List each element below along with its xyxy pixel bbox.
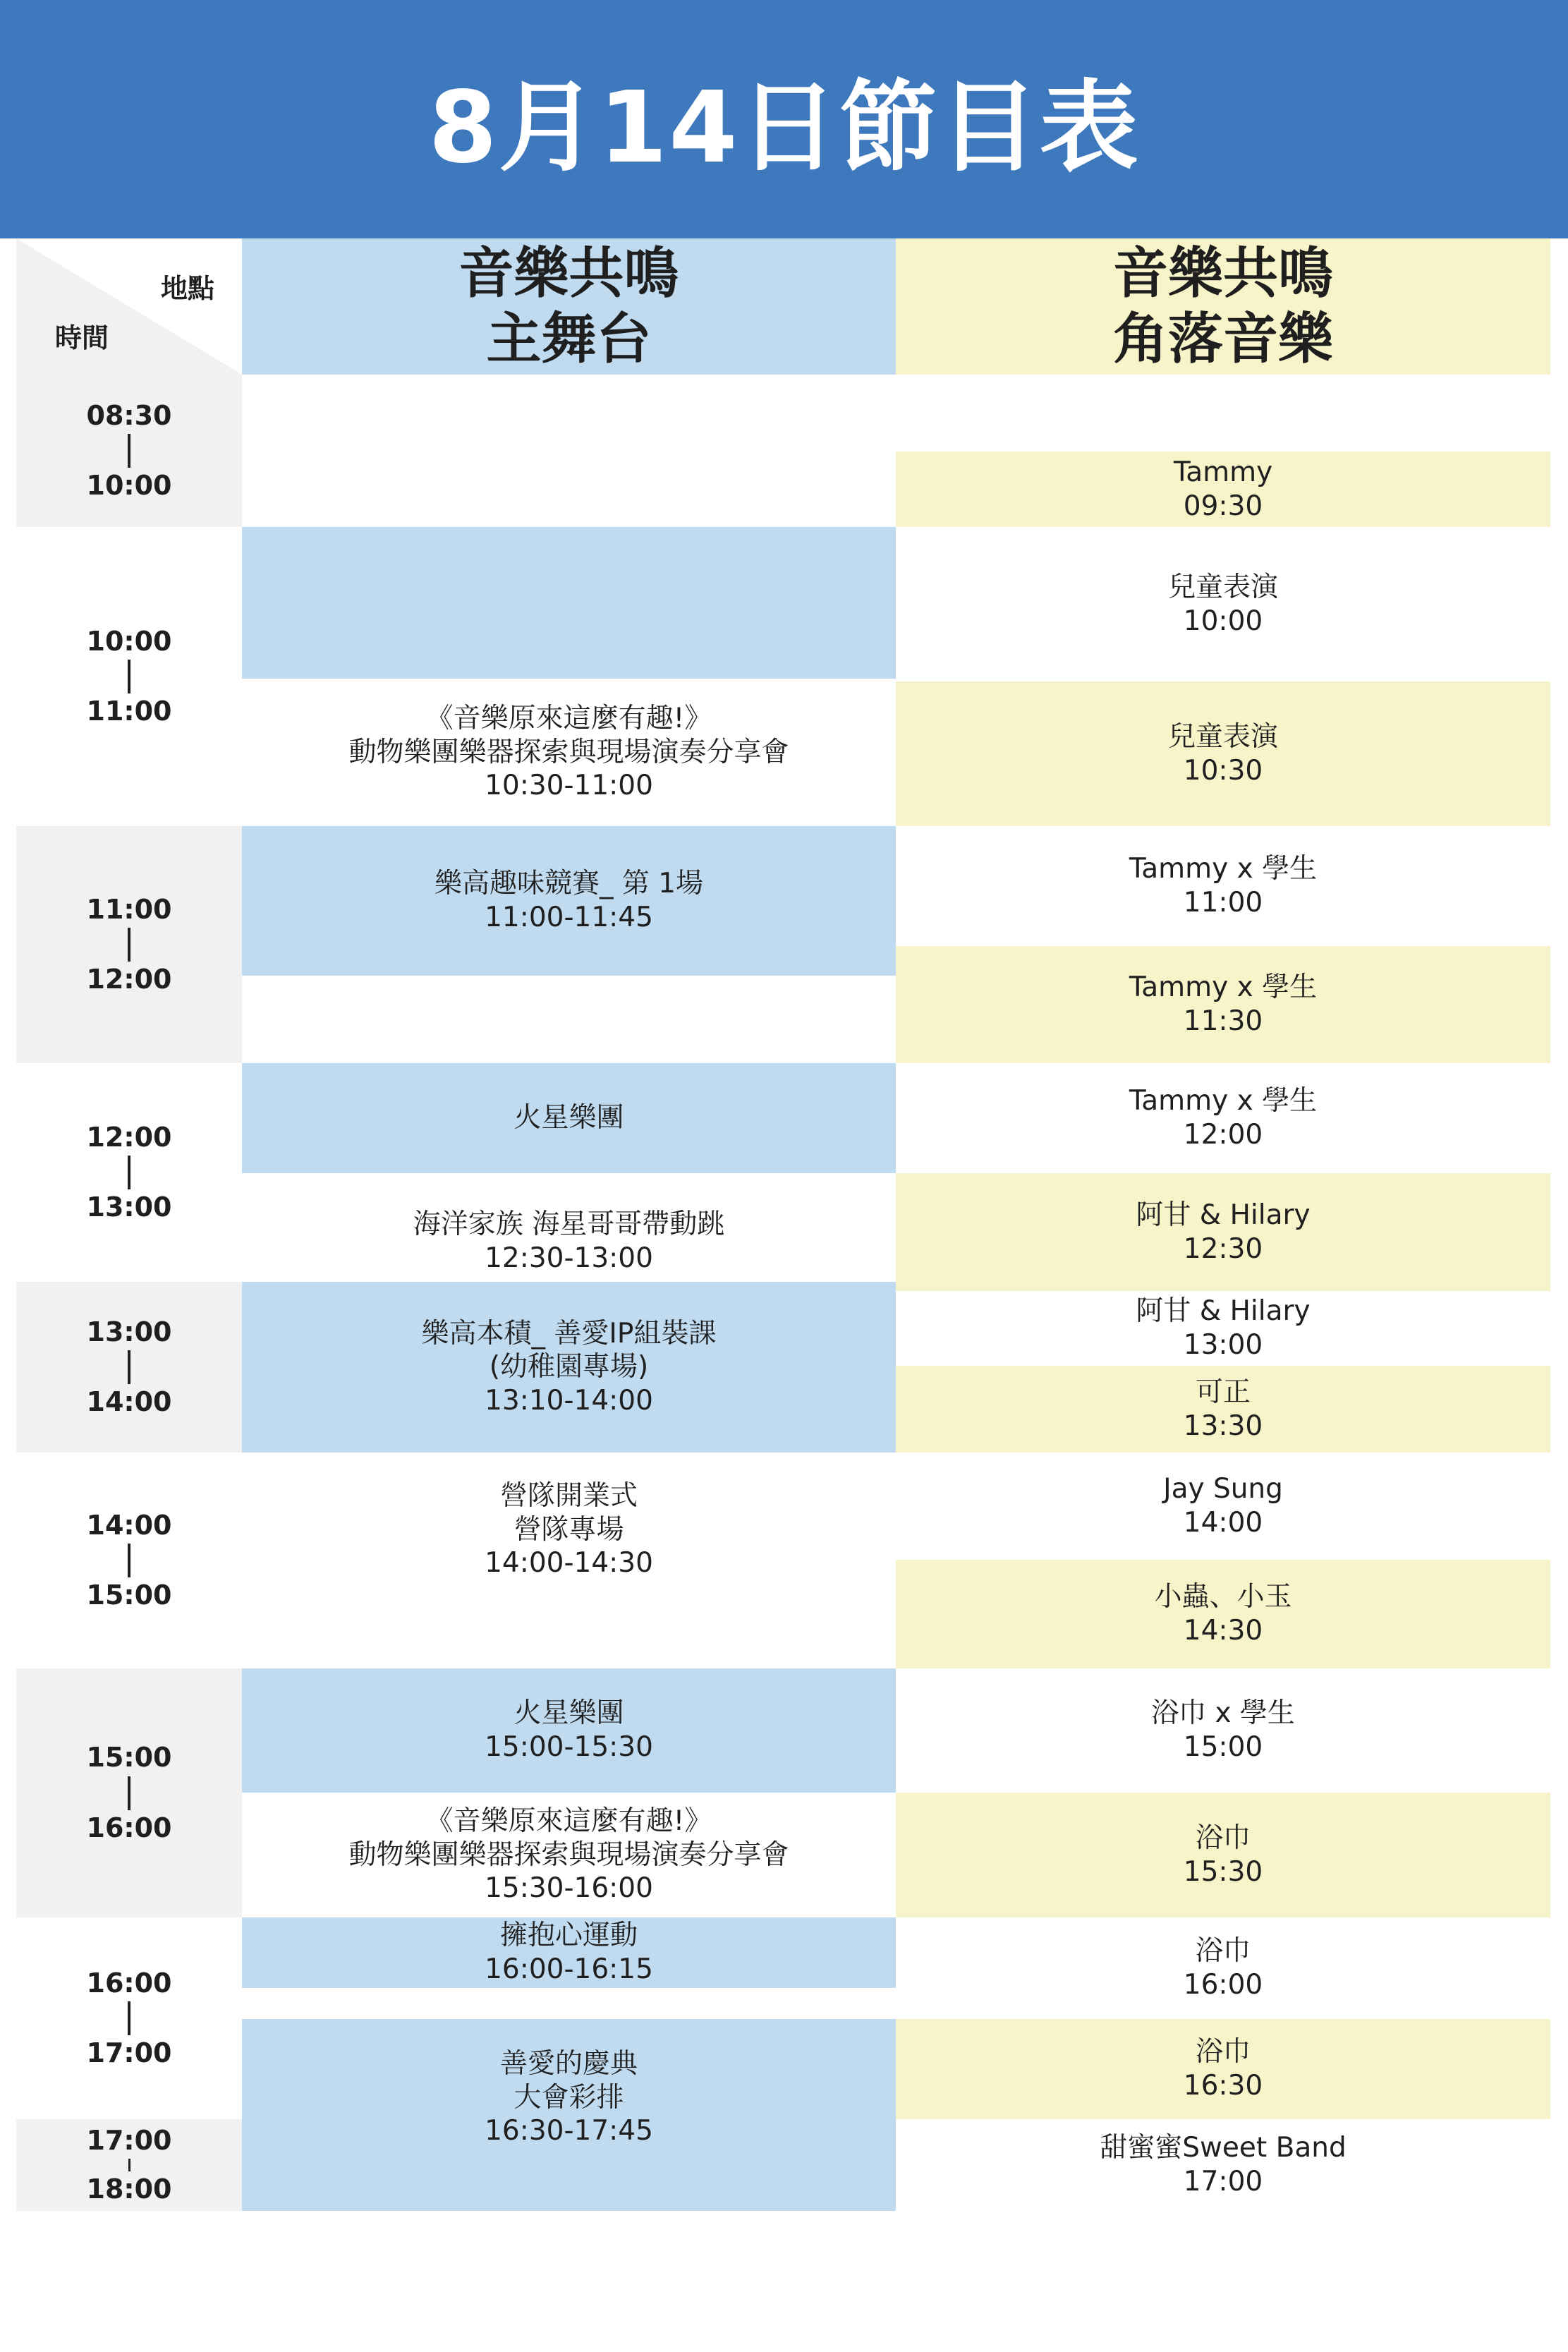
event-line: 兒童表演 <box>1167 571 1278 603</box>
corner-music-event <box>896 1453 1550 1560</box>
event-line: 大會彩排 <box>513 2081 624 2114</box>
event-time: 12:30 <box>1183 1232 1263 1265</box>
time-separator <box>128 2159 130 2171</box>
time-label: 時間 <box>55 322 109 353</box>
column-header-main-line1: 音樂共鳴 <box>458 242 679 306</box>
main-stage-event <box>242 2019 896 2211</box>
time-slot <box>16 1453 242 1668</box>
event-line: 善愛的慶典 <box>499 2048 638 2080</box>
event-time: 16:30 <box>1183 2070 1263 2102</box>
event-time: 11:00 <box>1183 887 1263 919</box>
event-time: 14:30 <box>1183 1615 1263 1647</box>
time-separator <box>128 1156 130 1189</box>
event-line: 小蟲、小玉 <box>1154 1581 1292 1613</box>
event-time: 16:00-16:15 <box>485 1953 653 1985</box>
time-slot-end: 16:00 <box>86 1812 172 1843</box>
event-line: 營隊開業式 <box>499 1480 638 1512</box>
column-header-corner-line1: 音樂共鳴 <box>1112 242 1333 306</box>
corner-music-event <box>896 527 1550 681</box>
time-separator <box>128 1350 130 1384</box>
time-separator <box>128 660 130 693</box>
main-stage-event <box>242 1173 896 1282</box>
main-stage-event <box>242 1282 896 1453</box>
time-slot <box>16 826 242 1063</box>
corner-music-event <box>896 826 1550 946</box>
event-line: 阿甘 & Hilary <box>1136 1199 1311 1231</box>
corner-music-event <box>896 1173 1550 1291</box>
event-line: 阿甘 & Hilary <box>1136 1295 1311 1328</box>
time-slot-start: 17:00 <box>86 2124 172 2156</box>
corner-music-event <box>896 1560 1550 1668</box>
time-slot-end: 18:00 <box>86 2174 172 2205</box>
corner-music-event <box>896 681 1550 826</box>
time-slot-start: 14:00 <box>86 1509 172 1541</box>
event-time: 16:00 <box>1183 1969 1263 2001</box>
time-slot-end: 17:00 <box>86 2037 172 2068</box>
event-time: 14:00-14:30 <box>485 1547 653 1580</box>
event-line: 樂高本積_ 善愛IP組裝課 <box>421 1317 717 1350</box>
event-line: 《音樂原來這麼有趣!》 <box>425 1805 712 1838</box>
time-slot-end: 12:00 <box>86 964 172 995</box>
event-line: 動物樂團樂器探索與現場演奏分享會 <box>348 1838 789 1871</box>
event-line: 可正 <box>1195 1376 1251 1408</box>
time-separator <box>128 2001 130 2035</box>
event-time: 10:30 <box>1183 754 1263 787</box>
main-stage-event <box>242 679 896 826</box>
time-separator <box>128 928 130 962</box>
event-time: 12:30-13:00 <box>485 1242 653 1274</box>
corner-music-event <box>896 1291 1550 1366</box>
page-title: 8月14日節目表 <box>428 70 1140 186</box>
event-line: 動物樂團樂器探索與現場演奏分享會 <box>348 736 789 768</box>
event-time: 15:00 <box>1183 1731 1263 1763</box>
time-slot <box>16 527 242 826</box>
place-label: 地點 <box>161 273 215 304</box>
corner-diagonal <box>16 238 242 375</box>
main-stage-event <box>242 1917 896 1988</box>
event-time: 17:00 <box>1183 2166 1263 2198</box>
time-slot-start: 12:00 <box>86 1121 172 1153</box>
event-line: Tammy x 學生 <box>1129 1085 1318 1117</box>
event-time: 15:30 <box>1183 1855 1263 1888</box>
main-stage-event <box>242 1793 896 1917</box>
event-time: 09:30 <box>1183 490 1263 522</box>
time-slot <box>16 375 242 527</box>
event-line: 浴巾 x 學生 <box>1151 1697 1295 1730</box>
main-stage-event <box>242 1063 896 1173</box>
event-time: 13:30 <box>1183 1410 1263 1442</box>
time-slot <box>16 1063 242 1282</box>
time-slot-start: 10:00 <box>86 625 172 657</box>
event-line: Tammy x 學生 <box>1129 853 1318 885</box>
time-separator <box>128 1776 130 1810</box>
event-line: 《音樂原來這麼有趣!》 <box>425 703 712 735</box>
time-slot <box>16 1668 242 1917</box>
event-time: 16:30-17:45 <box>485 2115 653 2147</box>
event-line: Jay Sung <box>1163 1473 1283 1505</box>
event-line: 兒童表演 <box>1167 720 1278 753</box>
main-stage-block <box>242 527 896 679</box>
corner-music-event <box>896 2119 1550 2211</box>
event-time: 13:10-14:00 <box>485 1384 653 1417</box>
corner-music-event <box>896 451 1550 527</box>
event-time: 14:00 <box>1183 1507 1263 1539</box>
corner-music-event <box>896 2019 1550 2119</box>
event-line: 擁抱心運動 <box>499 1920 638 1952</box>
event-line: Tammy <box>1173 456 1273 488</box>
time-slot <box>16 2119 242 2211</box>
time-separator <box>128 1544 130 1577</box>
event-line: 營隊專場 <box>513 1513 624 1546</box>
main-stage-event <box>242 826 896 976</box>
time-slot-start: 11:00 <box>86 893 172 925</box>
main-stage-event <box>242 1453 896 1587</box>
corner-music-event <box>896 1793 1550 1917</box>
event-line: 海洋家族 海星哥哥帶動跳 <box>413 1208 725 1241</box>
corner-music-event <box>896 1063 1550 1173</box>
event-line: 火星樂團 <box>513 1102 624 1134</box>
time-separator <box>128 434 130 468</box>
event-time: 10:30-11:00 <box>485 770 653 802</box>
time-slot-start: 13:00 <box>86 1316 172 1347</box>
event-line: 浴巾 <box>1195 2036 1251 2068</box>
event-time: 11:00-11:45 <box>485 902 653 933</box>
main-stage-event <box>242 1668 896 1793</box>
event-time: 11:30 <box>1183 1005 1263 1037</box>
column-header-main-stage <box>242 238 896 375</box>
corner-music-event <box>896 1366 1550 1453</box>
time-slot-end: 10:00 <box>86 470 172 501</box>
time-slot-end: 13:00 <box>86 1192 172 1223</box>
column-header-main-line2: 主舞台 <box>486 307 652 371</box>
event-line: 火星樂團 <box>513 1697 624 1730</box>
column-header-corner-music <box>896 238 1550 375</box>
event-time: 15:00-15:30 <box>485 1731 653 1763</box>
event-line: 浴巾 <box>1195 1935 1251 1968</box>
time-slot-start: 16:00 <box>86 1967 172 1999</box>
event-time: 12:00 <box>1183 1119 1263 1151</box>
event-line: 甜蜜蜜Sweet Band <box>1100 2132 1347 2164</box>
event-line: Tammy x 學生 <box>1129 971 1318 1004</box>
time-slot-end: 11:00 <box>86 696 172 727</box>
time-slot-start: 08:30 <box>86 399 172 431</box>
time-slot-end: 15:00 <box>86 1580 172 1611</box>
time-slot-end: 14:00 <box>86 1386 172 1417</box>
corner-music-event <box>896 1917 1550 2019</box>
event-line: 浴巾 <box>1195 1821 1251 1854</box>
page-header <box>0 0 1568 238</box>
column-header-corner-line2: 角落音樂 <box>1112 307 1333 371</box>
corner-cell <box>16 238 242 375</box>
event-line: (幼稚園專場) <box>489 1351 649 1383</box>
event-line: 樂高趣味競賽_ 第 1場 <box>434 868 704 900</box>
event-time: 13:00 <box>1183 1329 1263 1361</box>
event-time: 15:30-16:00 <box>485 1872 653 1905</box>
corner-music-event <box>896 1668 1550 1793</box>
corner-music-event <box>896 946 1550 1063</box>
event-time: 10:00 <box>1183 605 1263 637</box>
time-slot <box>16 1917 242 2119</box>
time-slot <box>16 1282 242 1453</box>
time-slot-start: 15:00 <box>86 1742 172 1773</box>
